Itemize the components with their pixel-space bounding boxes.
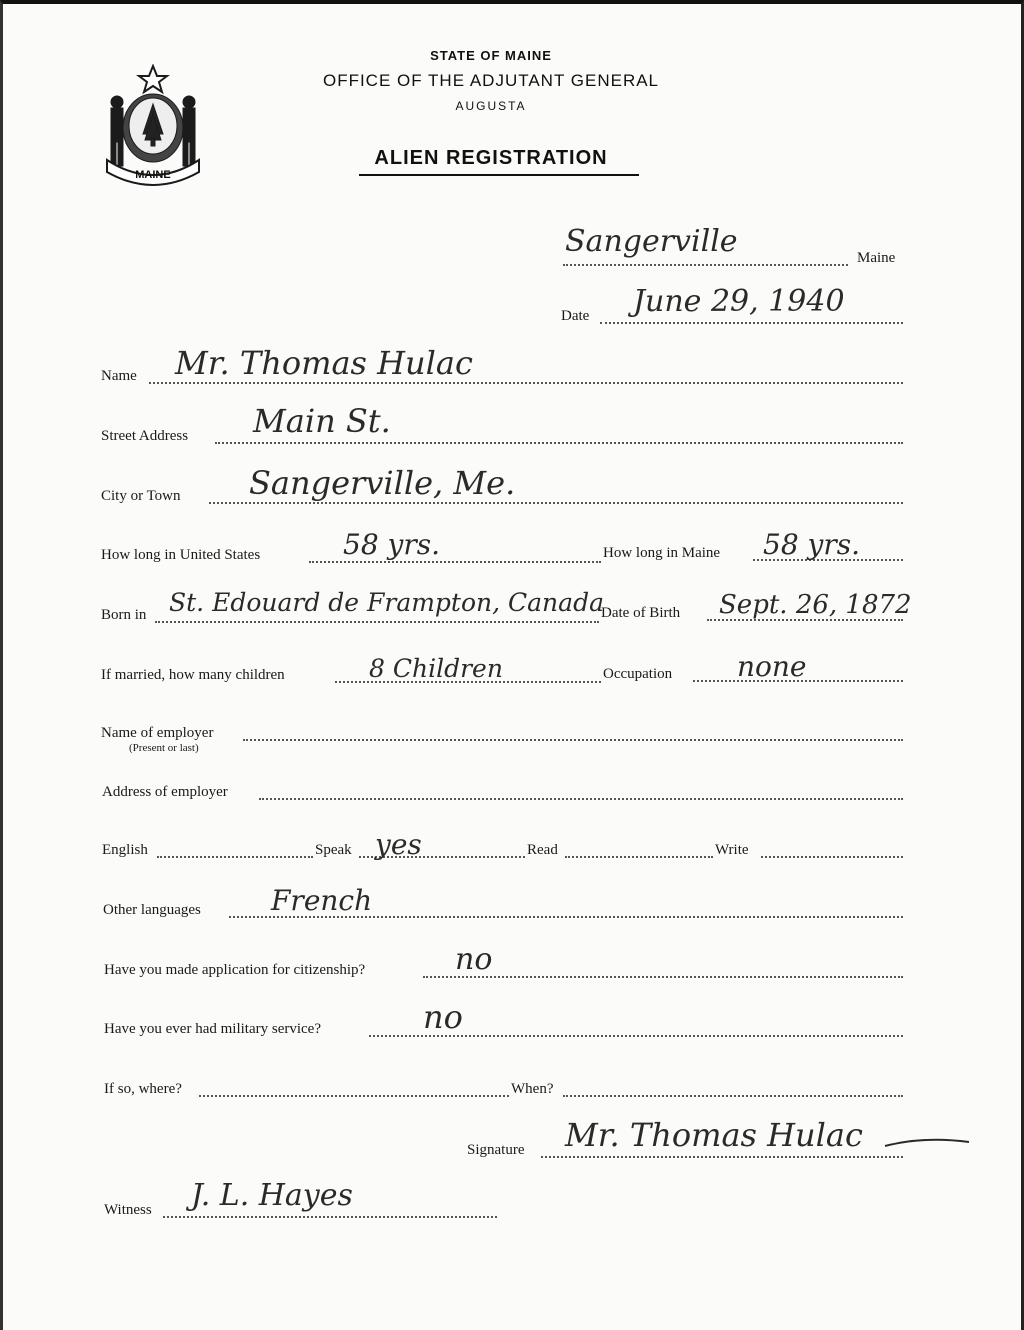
svg-text:MAINE: MAINE — [135, 169, 171, 181]
dob-value: Sept. 26, 1872 — [719, 590, 912, 620]
read-label: Read — [527, 842, 558, 858]
born-label: Born in — [101, 607, 147, 623]
name-value: Mr. Thomas Hulac — [175, 344, 473, 382]
place-label: Maine — [857, 250, 896, 266]
citizenship-label: Have you made application for citizenship? — [104, 962, 366, 978]
us-years-dots — [309, 561, 601, 563]
city-dots — [209, 502, 903, 504]
street-value: Main St. — [253, 402, 391, 440]
witness-value: J. L. Hayes — [191, 1178, 353, 1213]
signature-value: Mr. Thomas Hulac — [565, 1116, 863, 1154]
place-dots — [563, 264, 848, 266]
occupation-value: none — [737, 650, 807, 683]
children-label: If married, how many children — [101, 667, 285, 683]
signature-label: Signature — [467, 1142, 525, 1158]
city-label: City or Town — [101, 488, 181, 504]
us-years-label: How long in United States — [101, 547, 261, 563]
english-label: English — [102, 842, 148, 858]
signature-flourish — [883, 1132, 973, 1156]
employer-sublabel: (Present or last) — [129, 742, 199, 754]
write-label: Write — [715, 842, 749, 858]
employer-label: Name of employer — [101, 725, 214, 741]
when-dots — [563, 1095, 903, 1097]
born-value: St. Edouard de Frampton, Canada — [169, 588, 604, 617]
read-dots — [565, 856, 713, 858]
form-title: ALIEN REGISTRATION — [374, 147, 608, 169]
witness-label: Witness — [104, 1202, 152, 1218]
dob-label: Date of Birth — [601, 605, 681, 621]
born-dots — [155, 621, 599, 623]
other-languages-value: French — [271, 884, 373, 917]
other-languages-label: Other languages — [103, 902, 201, 918]
citizenship-value: no — [455, 942, 493, 977]
military-value: no — [423, 998, 463, 1036]
street-label: Street Address — [101, 428, 189, 444]
maine-years-label: How long in Maine — [603, 545, 721, 561]
speak-value: yes — [375, 828, 422, 861]
citizenship-dots — [423, 976, 903, 978]
name-dots — [149, 382, 903, 384]
us-years-value: 58 yrs. — [343, 528, 441, 561]
english-dots — [157, 856, 313, 858]
when-label: When? — [511, 1081, 554, 1097]
date-value: June 29, 1940 — [633, 284, 845, 319]
place-value: Sangerville — [565, 224, 738, 259]
where-dots — [199, 1095, 509, 1097]
office-heading: OFFICE OF THE ADJUTANT GENERAL — [322, 71, 660, 90]
employer-address-dots — [259, 798, 903, 800]
maine-years-value: 58 yrs. — [763, 528, 861, 561]
occupation-label: Occupation — [603, 666, 673, 682]
street-dots — [215, 442, 903, 444]
employer-address-label: Address of employer — [102, 784, 228, 800]
employer-dots — [243, 739, 903, 741]
date-label: Date — [561, 308, 590, 324]
date-dots — [600, 322, 903, 324]
where-label: If so, where? — [104, 1081, 182, 1097]
speak-label: Speak — [315, 842, 352, 858]
witness-dots — [163, 1216, 497, 1218]
state-heading: STATE OF MAINE — [430, 48, 552, 63]
city-value: Sangerville, Me. — [249, 464, 516, 502]
military-label: Have you ever had military service? — [104, 1021, 321, 1037]
signature-dots — [541, 1156, 903, 1158]
name-label: Name — [101, 368, 137, 384]
write-dots — [761, 856, 903, 858]
title-underline — [359, 174, 639, 176]
children-value: 8 Children — [369, 654, 503, 683]
city-heading: AUGUSTA — [455, 99, 527, 113]
